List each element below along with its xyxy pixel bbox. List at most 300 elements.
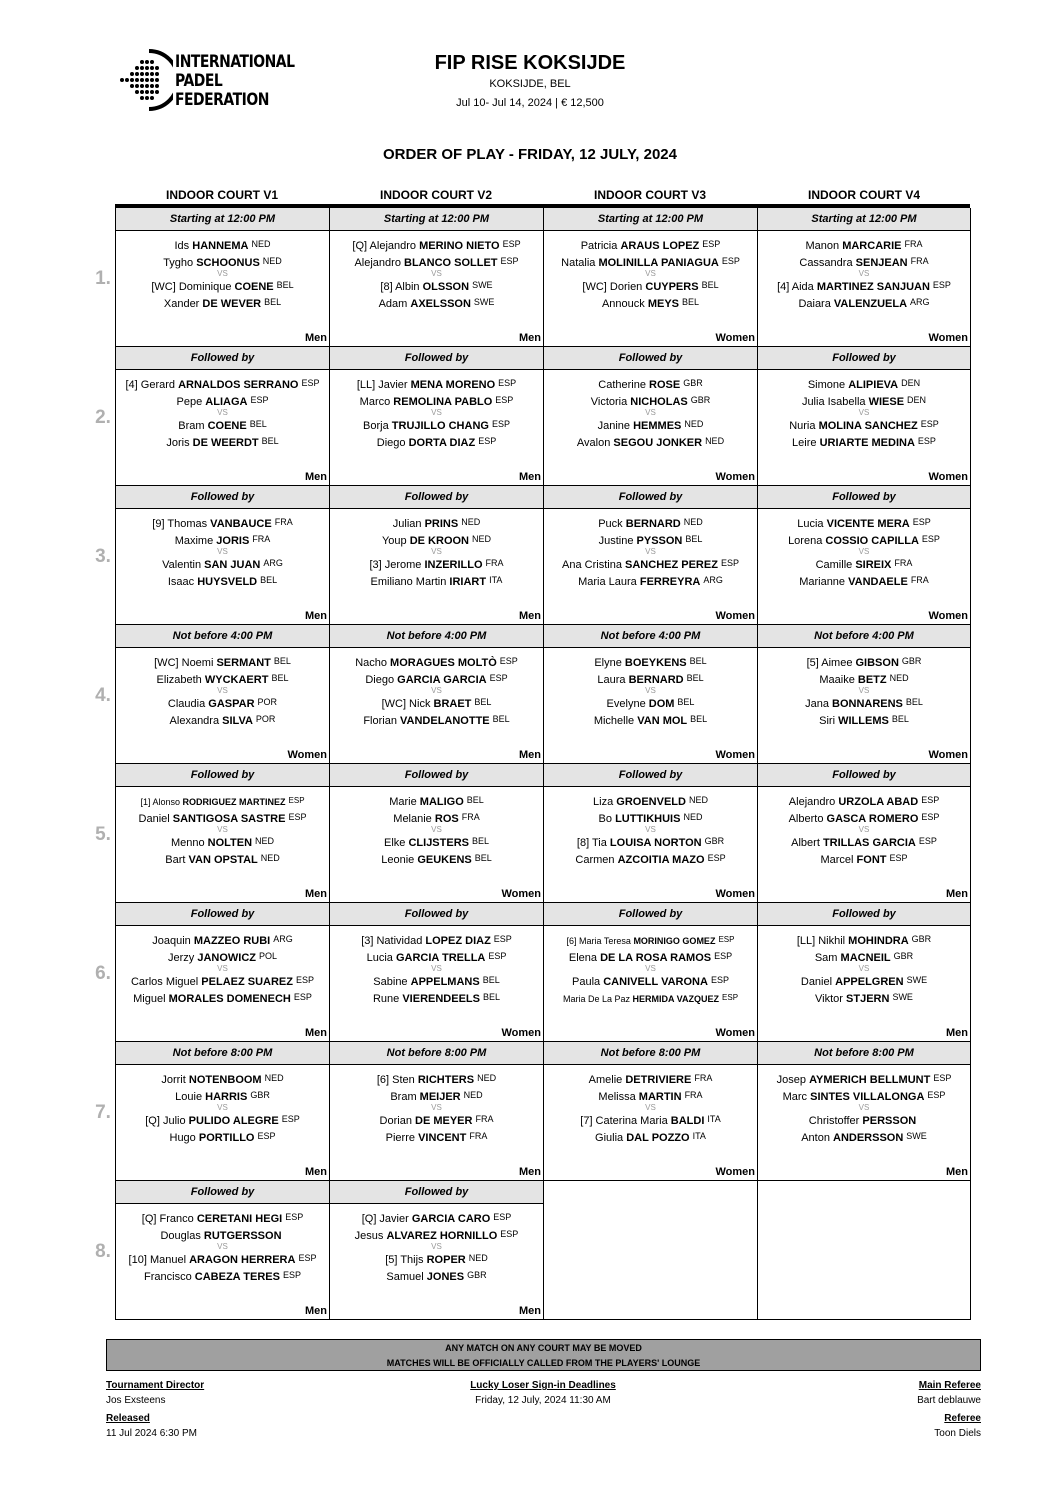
slot-time-header: Followed by [758,903,970,926]
player-last-name: GASCA ROMERO [826,813,919,825]
player-entry [544,375,757,392]
match-slot [116,1042,330,1181]
player-last-name: DETRIVIERE [625,1074,692,1086]
player-nationality: NED [461,517,481,527]
player-entry [544,514,757,531]
player-first-name: [7] Caterina Maria [580,1115,668,1127]
player-entry [330,392,543,409]
player-last-name: NOLTEN [207,837,253,849]
player-first-name: [LL] Javier [356,379,408,391]
player-nationality: NED [889,673,909,683]
player-last-name: URIARTE MEDINA [819,437,915,449]
player-last-name: VALENZUELA [833,298,908,310]
match-players [544,653,757,728]
row-number: 5. [95,824,111,845]
player-entry [758,236,970,253]
player-first-name: Victoria [590,396,628,408]
player-first-name: Pepe [176,396,203,408]
player-entry [116,989,329,1006]
player-first-name: Annouck [601,298,645,310]
player-nationality: ESP [714,951,733,961]
slot-time-header: Followed by [116,486,329,509]
match-slot [116,208,330,347]
fip-logo [119,48,294,114]
player-entry [758,931,970,948]
player-first-name: Rune [372,993,400,1005]
player-last-name: RODRIGUEZ MARTINEZ [182,797,286,807]
referee-label: Referee [944,1413,981,1424]
player-last-name: MOHINDRA [848,935,909,947]
player-nationality: ESP [500,1229,519,1239]
player-nationality: NED [683,517,703,527]
player-last-name: BERNARD [625,518,681,530]
player-last-name: DE LA ROSA RAMOS [600,952,712,964]
player-entry [758,1111,970,1128]
player-entry [758,294,970,311]
player-first-name: Julian [392,518,422,530]
player-entry [544,572,757,589]
slot-time-header: Followed by [544,486,757,509]
player-entry [544,433,757,450]
tournament-director-label: Tournament Director [106,1380,205,1391]
player-last-name: MALIGO [419,796,464,808]
player-nationality: ESP [250,395,269,405]
player-first-name: Diego [365,674,395,686]
player-first-name: Youp [381,535,407,547]
player-last-name: MORINIGO GOMEZ [633,936,716,946]
match-category: Women [928,332,968,344]
row-number: 6. [95,963,111,984]
player-entry [116,948,329,965]
player-nationality: NED [262,256,282,266]
match-slot [116,347,330,486]
lucky-loser-label: Lucky Loser Sign-in Deadlines [470,1380,616,1391]
match-category: Men [305,610,327,622]
player-entry [544,670,757,687]
player-first-name: Cassandra [799,257,853,269]
player-last-name: PRINS [424,518,459,530]
player-entry [544,253,757,270]
referee: Toon Diels [934,1428,981,1439]
player-first-name: Elizabeth [156,674,202,686]
player-last-name: GARCIA GARCIA [397,674,487,686]
match-category: Women [928,749,968,761]
player-last-name: APPELMANS [410,976,480,988]
player-entry [330,1128,543,1145]
match-slot [330,764,544,903]
match-slot [544,347,758,486]
player-nationality: ESP [917,436,936,446]
slot-time-header: Not before 8:00 PM [330,1042,543,1065]
player-last-name: PORTILLO [198,1132,255,1144]
match-slot [116,1181,330,1320]
player-first-name: Marianne [799,576,846,588]
slot-divider [116,1319,329,1320]
match-category: Men [946,888,968,900]
player-nationality: ARG [910,297,930,307]
player-last-name: JANOWICZ [197,952,256,964]
player-last-name: STJERN [846,993,890,1005]
player-first-name: Evelyne [606,698,646,710]
order-of-play-title: ORDER OF PLAY - FRIDAY, 12 JULY, 2024 [382,146,677,163]
player-nationality: ITA [489,575,503,585]
match-players [544,931,757,1006]
player-entry [116,392,329,409]
slot-time-header: Followed by [116,903,329,926]
player-first-name: Giulia [595,1132,624,1144]
main-referee: Bart deblauwe [917,1395,981,1406]
player-first-name: Leire [792,437,817,449]
player-nationality: ESP [498,378,517,388]
player-last-name: HARRIS [205,1091,248,1103]
player-entry [758,833,970,850]
player-nationality: BEL [260,575,278,585]
player-first-name: [6] Maria Teresa [566,936,631,946]
player-last-name: GASPAR [208,698,255,710]
player-nationality: BEL [689,656,707,666]
slot-time-header: Followed by [116,347,329,370]
player-entry [544,277,757,294]
player-nationality: BEL [701,280,719,290]
logo-line: PADEL [175,71,223,91]
player-nationality: NED [472,534,492,544]
player-first-name: Marcel [820,854,854,866]
versus-label: VS [431,269,442,278]
player-entry [116,711,329,728]
player-last-name: ROPER [426,1254,466,1266]
player-first-name: Florian [363,715,397,727]
player-entry [758,433,970,450]
match-slot [758,1042,971,1181]
player-nationality: NED [468,1253,488,1263]
player-nationality: BEL [492,714,510,724]
row-number: 2. [95,407,111,428]
player-entry [544,236,757,253]
player-last-name: MEYS [647,298,680,310]
match-players [330,792,543,867]
main-referee-label: Main Referee [918,1380,981,1391]
player-nationality: BEL [273,656,291,666]
player-entry [330,792,543,809]
player-entry [330,653,543,670]
player-nationality: ESP [707,853,726,863]
player-first-name: Miguel [133,993,166,1005]
match-slot [544,625,758,764]
player-first-name: Daniel [800,976,833,988]
match-players [544,1070,757,1145]
player-nationality: ITA [692,1131,706,1141]
match-slot [758,625,971,764]
player-first-name: Leonie [381,854,415,866]
player-first-name: [Q] Alejandro [352,240,417,252]
player-first-name: Lorena [788,535,823,547]
player-entry [116,236,329,253]
player-first-name: Viktor [815,993,843,1005]
versus-label: VS [645,1103,656,1112]
player-entry [544,1128,757,1145]
player-first-name: Joaquin [152,935,191,947]
player-nationality: NED [260,853,280,863]
versus-label: VS [217,686,228,695]
slot-time-header: Not before 8:00 PM [544,1042,757,1065]
match-players [330,931,543,1006]
player-first-name: Avalon [576,437,611,449]
player-entry [116,294,329,311]
player-nationality: ESP [927,1090,946,1100]
player-last-name: CLIJSTERS [408,837,469,849]
player-entry [116,670,329,687]
player-last-name: BOEYKENS [624,657,687,669]
notice-line: MATCHES WILL BE OFFICIALLY CALLED FROM THE PLAYERS' LOUNGE [386,1358,701,1368]
match-slot [330,208,544,347]
player-last-name: PELAEZ SUAREZ [201,976,293,988]
player-last-name: GARCIA TRELLA [395,952,486,964]
player-entry [330,711,543,728]
player-entry [116,531,329,548]
player-first-name: Carlos Miguel [130,976,199,988]
player-last-name: COENE [234,281,274,293]
match-players [758,236,970,311]
player-last-name: ALVAREZ HORNILLO [386,1230,498,1242]
match-category: Women [928,471,968,483]
player-nationality: BEL [482,975,500,985]
player-nationality: ESP [488,951,507,961]
match-slot [544,903,758,1042]
player-first-name: [WC] Nick [381,698,431,710]
match-category: Men [305,1166,327,1178]
player-entry [758,948,970,965]
match-category: Women [928,610,968,622]
versus-label: VS [645,547,656,556]
player-nationality: ESP [489,673,508,683]
player-first-name: Marco [359,396,391,408]
player-entry [758,416,970,433]
match-players [330,514,543,589]
match-category: Women [715,610,755,622]
player-entry [116,833,329,850]
player-nationality: FRA [694,1073,713,1083]
player-nationality: ESP [918,836,937,846]
versus-label: VS [858,825,870,834]
player-last-name: VANDAELE [848,576,908,588]
player-last-name: ALIPIEVA [848,379,899,391]
player-nationality: FRA [274,517,293,527]
player-first-name: [4] Gerard [125,379,176,391]
player-first-name: Laura [597,674,626,686]
player-first-name: Ids [174,240,190,252]
player-entry [330,1070,543,1087]
player-last-name: CABEZA TERES [194,1271,280,1283]
player-nationality: ESP [288,796,305,805]
match-players [758,514,970,589]
player-entry [330,514,543,531]
player-nationality: GBR [467,1270,487,1280]
player-entry [544,555,757,572]
match-slot [544,1042,758,1181]
player-first-name: [9] Thomas [152,518,208,530]
player-entry [116,277,329,294]
player-first-name: Julia Isabella [801,396,866,408]
player-nationality: ESP [718,935,735,944]
player-first-name: Elyne [594,657,622,669]
player-nationality: FRA [485,558,504,568]
player-first-name: Valentin [162,559,202,571]
match-players [758,931,970,1006]
player-last-name: GIBSON [855,657,899,669]
player-nationality: ESP [921,534,940,544]
player-entry [116,1209,329,1226]
player-last-name: MOLINILLA PANIAGUA [598,257,719,269]
player-last-name: AXELSSON [410,298,471,310]
player-last-name: DE WEVER [202,298,262,310]
player-nationality: ESP [495,395,514,405]
player-nationality: BEL [482,992,500,1002]
player-first-name: [Q] Franco [141,1213,194,1225]
player-last-name: SIREIX [855,559,892,571]
match-slot [330,625,544,764]
player-entry [544,1111,757,1128]
row-number: 7. [95,1102,111,1123]
player-last-name: ARAGON HERRERA [189,1254,296,1266]
court-header: INDOOR COURT V4 [807,188,920,202]
player-first-name: [WC] Dorien [582,281,643,293]
player-first-name: Alejandro [788,796,836,808]
player-first-name: Daiara [798,298,831,310]
player-first-name: Puck [598,518,623,530]
tournament-title: FIP RISE KOKSIJDE [434,52,626,74]
player-first-name: Francisco [144,1271,192,1283]
player-last-name: MARCARIE [842,240,902,252]
row-number: 8. [95,1241,111,1262]
player-last-name: GEUKENS [417,854,472,866]
match-slot [758,208,971,347]
player-last-name: FONT [856,854,887,866]
match-slot [330,486,544,625]
player-entry [116,1250,329,1267]
player-nationality: BEL [474,853,492,863]
player-last-name: PERSSON [862,1115,917,1127]
player-nationality: SWE [906,975,928,985]
notice-banner [106,1339,981,1371]
player-entry [330,1226,543,1243]
player-nationality: BEL [264,297,282,307]
player-first-name: [4] Aida [777,281,814,293]
empty-slot [544,1181,758,1320]
player-last-name: DOM [648,698,675,710]
row-number: 3. [95,546,111,567]
slot-time-header: Followed by [330,347,543,370]
player-entry [116,1111,329,1128]
slot-time-header: Followed by [544,347,757,370]
player-entry [758,972,970,989]
player-nationality: BEL [474,697,492,707]
player-entry [116,653,329,670]
player-last-name: JORIS [216,535,250,547]
player-nationality: BEL [466,795,484,805]
match-slot [330,347,544,486]
player-first-name: [Q] Javier [361,1213,409,1225]
match-players [116,653,329,728]
player-last-name: RUTGERSSON [203,1230,282,1242]
player-nationality: BEL [690,714,708,724]
player-first-name: Melanie [393,813,432,825]
player-first-name: [5] Thijs [385,1254,424,1266]
player-nationality: ESP [710,975,729,985]
versus-label: VS [645,825,656,834]
player-entry [544,416,757,433]
match-players [116,236,329,311]
match-slot [758,903,971,1042]
player-last-name: OLSSON [422,281,470,293]
player-first-name: Janine [597,420,631,432]
player-entry [116,931,329,948]
player-entry [116,416,329,433]
player-nationality: SWE [892,992,913,1002]
slot-time-header: Followed by [330,903,543,926]
player-entry [330,972,543,989]
player-entry [758,694,970,711]
match-category: Women [715,1166,755,1178]
player-last-name: COENE [207,420,247,432]
versus-label: VS [431,964,442,973]
player-last-name: SINTES VILLALONGA [810,1091,925,1103]
released-time: 11 Jul 2024 6:30 PM [106,1428,197,1439]
player-last-name: HANNEMA [192,240,249,252]
player-nationality: NED [683,812,703,822]
player-first-name: Daniel [138,813,170,825]
player-first-name: Sam [814,952,838,964]
player-last-name: BONNARENS [832,698,903,710]
player-nationality: FRA [475,1114,494,1124]
slot-time-header: Not before 4:00 PM [544,625,757,648]
match-slot [544,208,758,347]
player-nationality: ESP [932,280,951,290]
player-entry [544,694,757,711]
match-players [758,375,970,450]
player-entry [116,850,329,867]
player-entry [758,277,970,294]
player-last-name: BETZ [857,674,887,686]
match-category: Men [305,471,327,483]
player-nationality: ESP [282,1270,301,1280]
player-first-name: [3] Natividad [361,935,423,947]
player-last-name: DAL POZZO [626,1132,690,1144]
footer-center [393,1378,693,1408]
player-first-name: Joris [166,437,190,449]
player-entry [758,514,970,531]
player-nationality: ESP [257,1131,276,1141]
player-nationality: ESP [493,934,512,944]
player-nationality: ESP [921,812,940,822]
match-players [544,236,757,311]
player-entry [116,1070,329,1087]
player-first-name: [1] Alonso [140,797,180,807]
player-first-name: Pierre [385,1132,415,1144]
player-entry [544,1070,757,1087]
match-players [330,653,543,728]
player-nationality: GBR [690,395,711,405]
player-entry [116,792,329,809]
player-last-name: VINCENT [418,1132,467,1144]
player-entry [544,931,757,948]
player-last-name: BRAET [433,698,472,710]
player-entry [116,1267,329,1284]
player-entry [544,850,757,867]
player-last-name: REMOLINA PABLO [393,396,493,408]
player-first-name: Bram [178,420,205,432]
player-first-name: Alejandro [354,257,401,269]
match-category: Men [519,1305,541,1317]
